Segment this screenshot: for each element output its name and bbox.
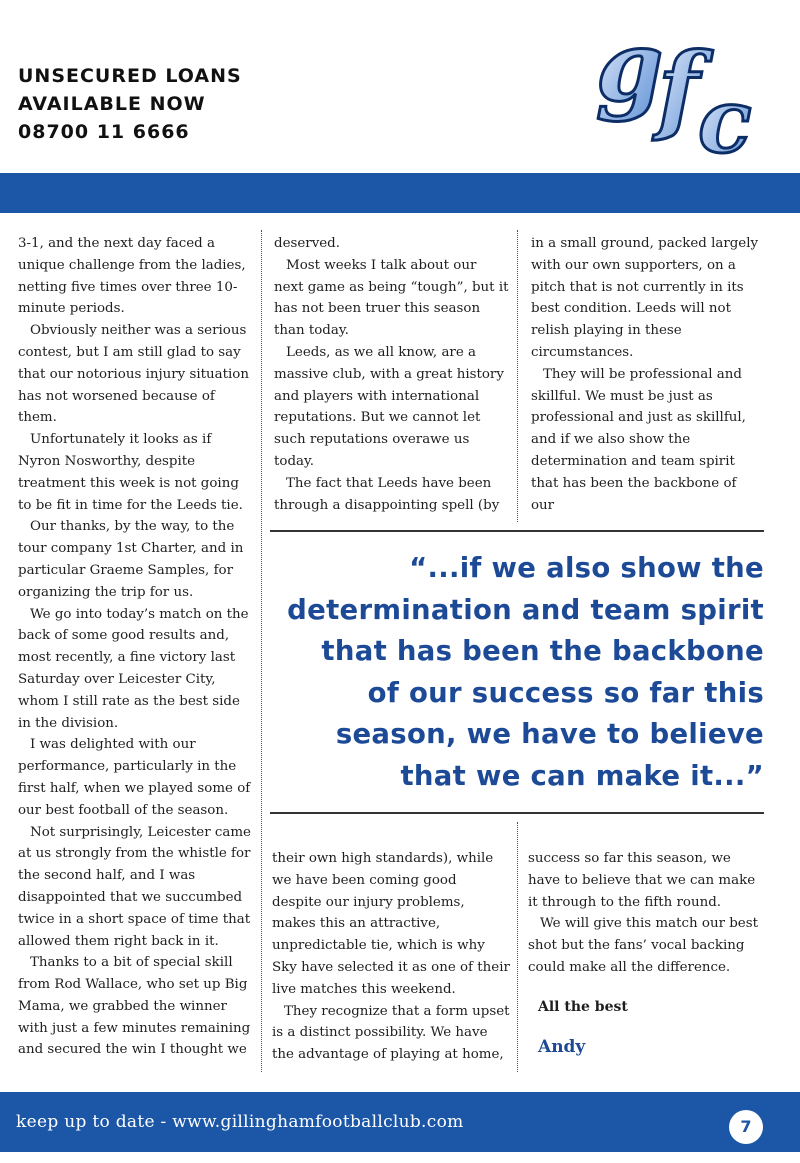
paragraph: The fact that Leeds have been through a disappointing spell (by [274, 475, 500, 513]
column-divider [517, 230, 518, 522]
article-column-3-top [531, 233, 763, 516]
paragraph: They will be professional and skillful. We must be just as professional and just as skillful, and if we also show the determination and team spirit that has been the backbone of our [531, 366, 746, 513]
article-column-3-bottom [528, 848, 764, 1058]
advert-line-2: AVAILABLE NOW [18, 93, 206, 115]
paragraph: 3-1, and the next day faced a unique challenge from the ladies, netting five times over three 10-minute periods. [18, 236, 246, 317]
paragraph: We will give this match our best shot but the fans’ vocal backing could make all the difference. [528, 916, 758, 975]
signature: Andy [538, 1036, 586, 1057]
footer-website-text: keep up to date - www.gillinghamfootballclub.com [16, 1112, 464, 1132]
article-column-2-top [274, 233, 510, 516]
paragraph: I was delighted with our performance, particularly in the first half, when we played some of our best football of the season. [18, 737, 251, 818]
paragraph: Not surprisingly, Leicester came at us strongly from the whistle for the second half, and I was disappointed that we succumbed twice in a short space of time that allowed them right back in it. [18, 824, 251, 949]
gfc-logo [588, 22, 788, 162]
logo-letter-c: c [698, 69, 752, 162]
footer-band [0, 1092, 800, 1152]
pullquote-line: that we can make it...” [400, 759, 764, 792]
column-divider [261, 230, 262, 1072]
pullquote-line: season, we have to believe [335, 718, 764, 750]
advert-line-1: UNSECURED LOANS [18, 65, 242, 87]
advert-phone: 08700 11 6666 [18, 121, 190, 143]
pullquote-line: “...if we also show the [409, 552, 764, 584]
article-column-2-bottom [272, 848, 510, 1066]
logo-letter-g: g [596, 22, 664, 123]
paragraph: Obviously neither was a serious contest, but I am still glad to say that our notorious injury situation has not worsened because of them. [18, 323, 249, 426]
paragraph: We go into today’s match on the back of some good results and, most recently, a fine victory last Saturday over Leicester City, whom I still rate as the best side in the division. [18, 606, 249, 731]
paragraph: They recognize that a form upset is a distinct possibility. We have the advantage of playing at home, [272, 1003, 510, 1063]
article-column-1 [18, 233, 254, 1061]
page-number: 7 [729, 1110, 763, 1144]
paragraph: deserved. [274, 236, 341, 251]
paragraph: in a small ground, packed largely with our own supporters, on a pitch that is not currently in its best condition. Leeds will not relish playing in these circumstances. [531, 236, 759, 360]
paragraph: success so far this season, we have to believe that we can make it through to the fifth round. [528, 851, 756, 910]
paragraph: Leeds, as we all know, are a massive club, with a great history and players with international reputations. But we cannot let such reputations overawe us today. [274, 344, 504, 469]
paragraph: Unfortunately it looks as if Nyron Nosworthy, despite treatment this week is not going to be fit in time for the Leeds tie. [18, 432, 243, 513]
pull-quote [270, 548, 764, 797]
paragraph: their own high standards), while we have been coming good despite our injury problems, makes this an attractive, unpredictable tie, which is why Sky have selected it as one of their live matches this weekend. [272, 851, 510, 997]
pullquote-rule-bottom [270, 812, 764, 814]
pullquote-line: determination and team spirit [287, 593, 764, 626]
header-band [0, 173, 800, 213]
loan-advert [18, 62, 242, 146]
column-divider [517, 822, 518, 1072]
paragraph: Our thanks, by the way, to the tour company 1st Charter, and in particular Graeme Samples, for organizing the trip for us. [18, 519, 244, 600]
paragraph: Most weeks I talk about our next game as being “tough”, but it has not been truer this season than today. [274, 257, 509, 339]
logo-letter-f: f [658, 32, 700, 145]
pullquote-line: of our success so far this [367, 676, 764, 709]
pullquote-rule-top [270, 530, 764, 532]
paragraph: Thanks to a bit of special skill from Rod Wallace, who set up Big Mama, we grabbed the winner with just a few minutes remaining and secured the win I thought we [18, 955, 251, 1058]
signoff: All the best [538, 998, 628, 1015]
pullquote-line: that has been the backbone [321, 635, 764, 667]
